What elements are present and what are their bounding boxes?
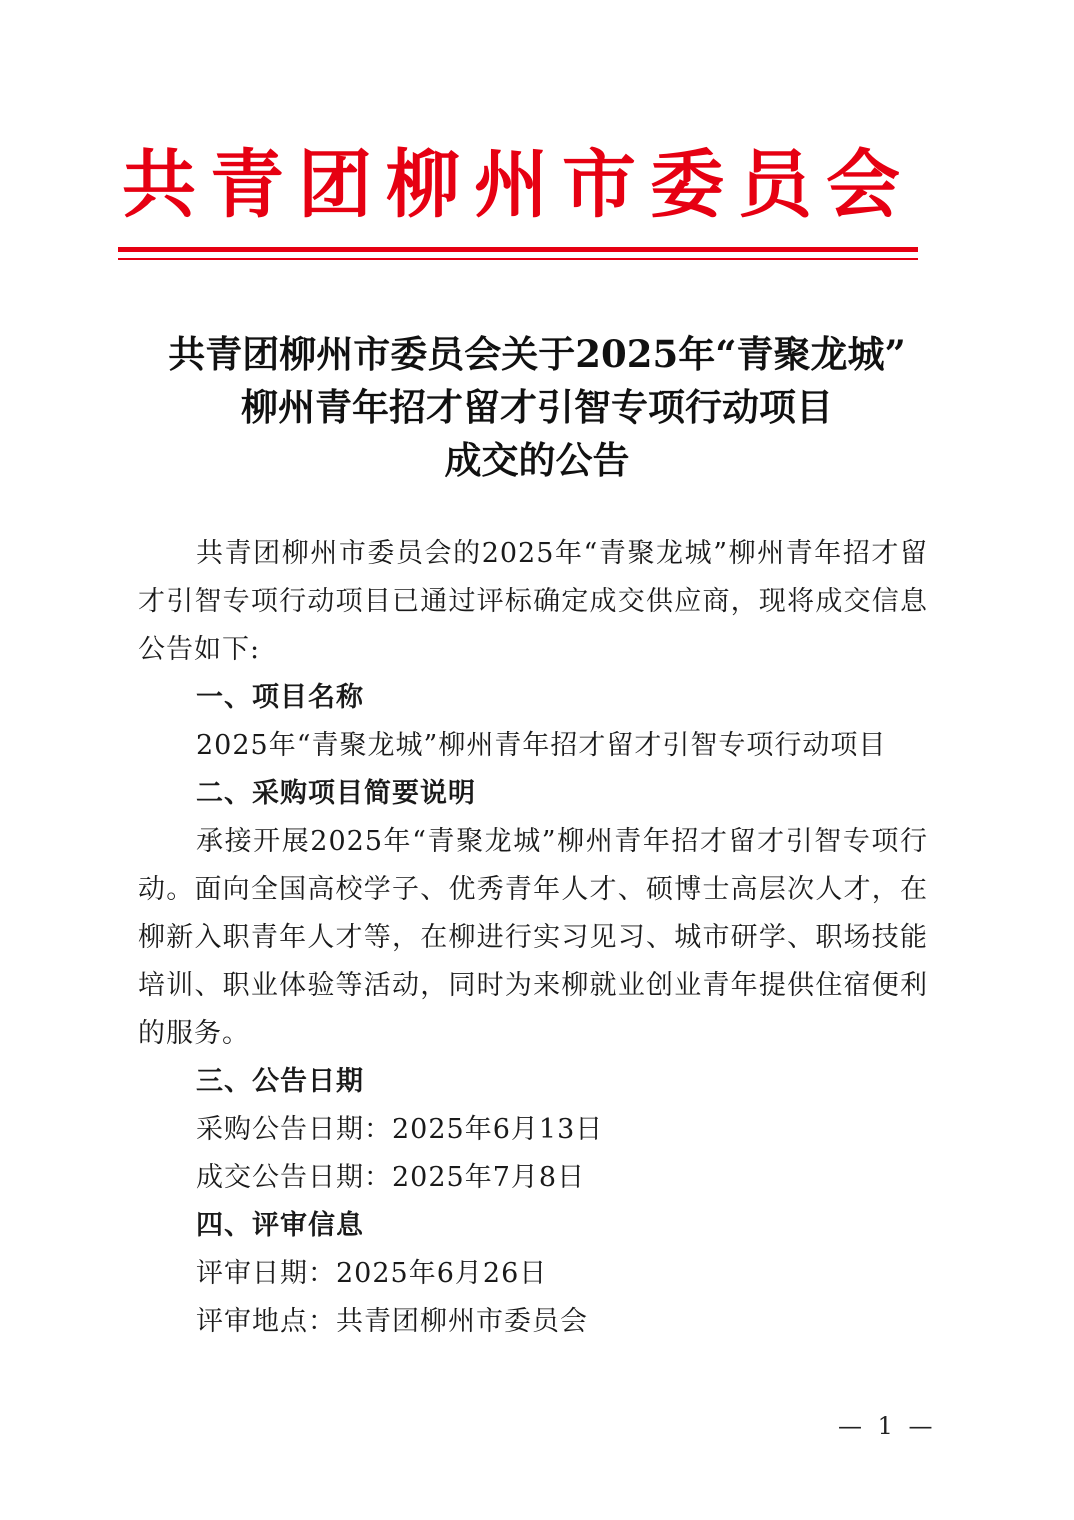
section-heading-dates: 三、公告日期 (196, 1066, 364, 1097)
intro-paragraph: 共青团柳州市委员会的2025年“青聚龙城”柳州青年招才留才引智专项行动项目已通过评标确定成交供应商，现将成交信息公告如下: (138, 538, 928, 665)
procurement-date-line: 采购公告日期：2025年6月13日 (196, 1114, 604, 1145)
description-paragraph: 承接开展2025年“青聚龙城”柳州青年招才留才引智专项行动。面向全国高校学子、优秀青年人才、硕博士高层次人才，在柳新入职青年人才等，在柳进行实习见习、城市研学、职场技能培训、职业体验等活动，同时为来柳就业创业青年提供住宿便利的服务。 (138, 826, 928, 1049)
section-heading-description: 二、采购项目简要说明 (196, 778, 476, 809)
document-title (110, 328, 964, 487)
section-heading-review: 四、评审信息 (196, 1210, 364, 1241)
masthead-title: 共青团柳州市委员会 (122, 142, 914, 228)
masthead-rule-thick (118, 247, 918, 252)
review-date-line: 评审日期：2025年6月26日 (196, 1258, 548, 1289)
title-line-3: 成交的公告 (444, 438, 630, 482)
title-line-1: 共青团柳州市委员会关于2025年“青聚龙城” (168, 332, 906, 376)
page-number: — 1 — (838, 1412, 937, 1440)
masthead-rule-thin (118, 258, 918, 260)
award-date-line: 成交公告日期：2025年7月8日 (196, 1162, 586, 1193)
section-heading-project-name: 一、项目名称 (196, 682, 364, 713)
title-line-2: 柳州青年招才留才引智专项行动项目 (241, 385, 833, 429)
review-location-line: 评审地点：共青团柳州市委员会 (196, 1306, 588, 1337)
document-body (138, 530, 928, 1346)
project-name-line: 2025年“青聚龙城”柳州青年招才留才引智专项行动项目 (196, 730, 887, 761)
